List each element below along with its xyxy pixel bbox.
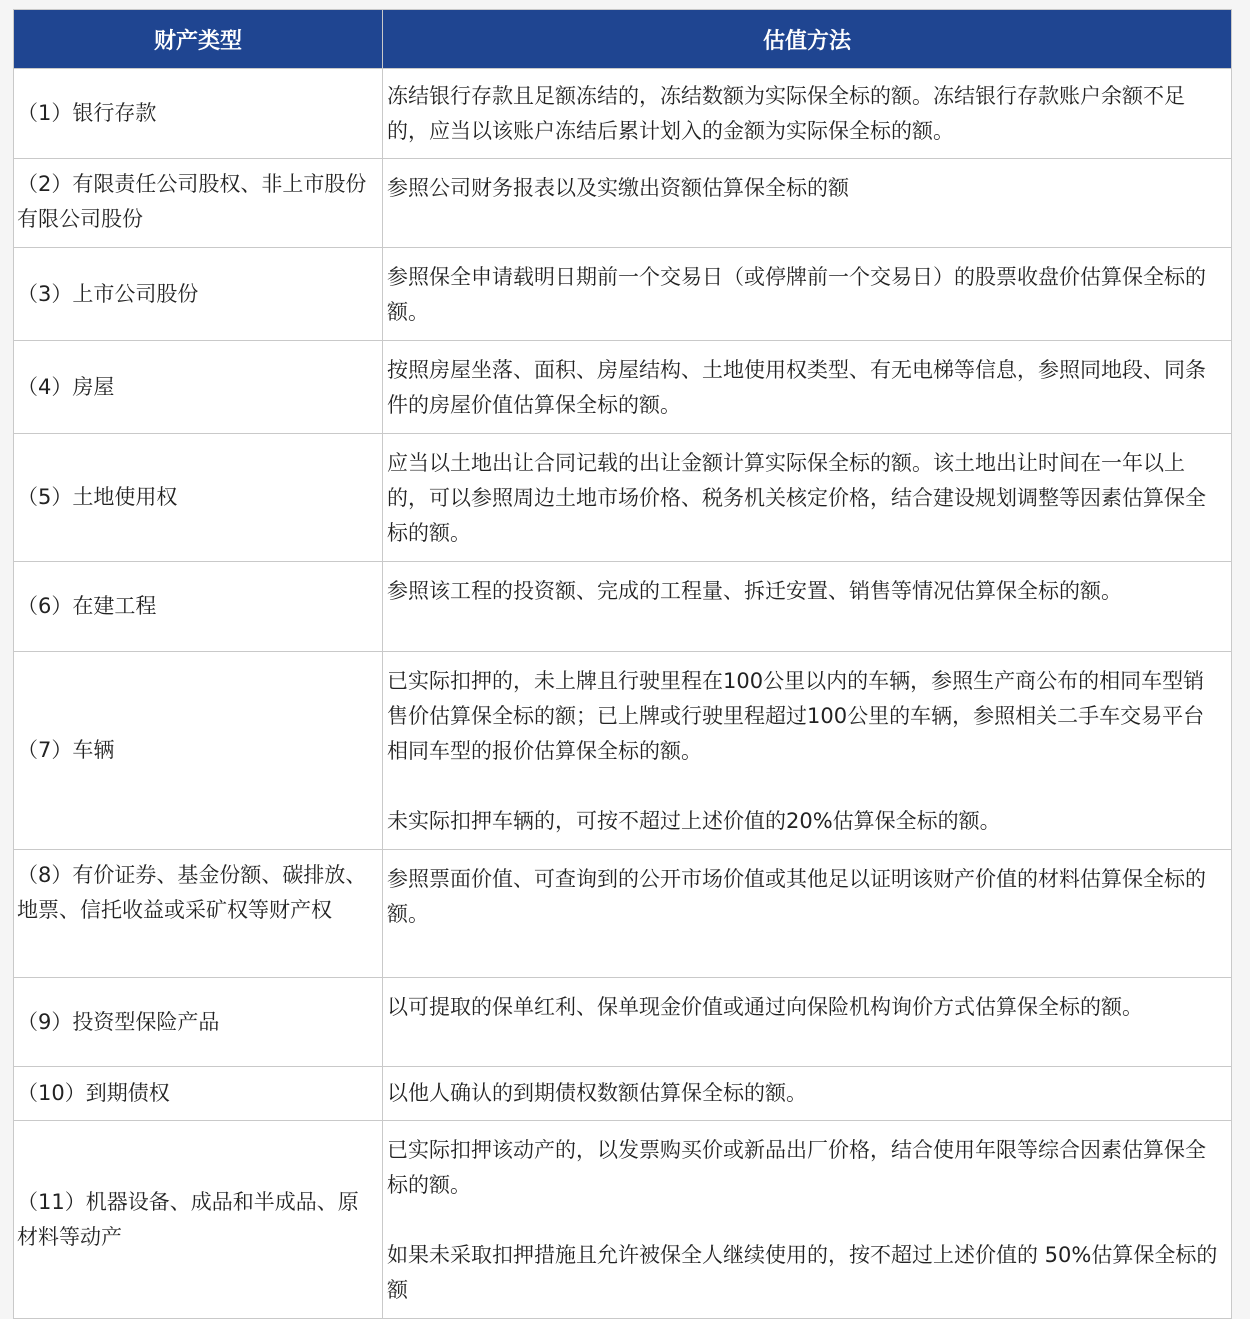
valuation-table-container	[13, 9, 1231, 1319]
property-type-cell: （2）有限责任公司股权、非上市股份有限公司股份	[14, 159, 383, 248]
property-type-cell: （4）房屋	[14, 341, 383, 434]
table-row	[14, 69, 1232, 159]
property-type-cell: （5）土地使用权	[14, 434, 383, 562]
table-row	[14, 1067, 1232, 1121]
method-paragraph: 参照保全申请载明日期前一个交易日（或停牌前一个交易日）的股票收盘价估算保全标的额。	[387, 265, 1206, 324]
property-type-cell: （7）车辆	[14, 652, 383, 850]
table-row	[14, 978, 1232, 1067]
method-paragraph: 参照该工程的投资额、完成的工程量、拆迁安置、销售等情况估算保全标的额。	[387, 579, 1122, 603]
table-row	[14, 562, 1232, 652]
valuation-method-cell	[383, 69, 1232, 159]
valuation-method-cell	[383, 341, 1232, 434]
valuation-method-cell	[383, 652, 1232, 850]
property-type-cell: （3）上市公司股份	[14, 248, 383, 341]
property-type-cell: （10）到期债权	[14, 1067, 383, 1121]
table-header-row	[14, 10, 1232, 69]
table-row	[14, 1121, 1232, 1319]
column-header-valuation-method: 估值方法	[383, 10, 1232, 69]
valuation-method-cell	[383, 159, 1232, 248]
valuation-method-cell	[383, 1121, 1232, 1319]
valuation-method-cell	[383, 248, 1232, 341]
valuation-method-cell	[383, 850, 1232, 978]
column-header-property-type: 财产类型	[14, 10, 383, 69]
table-row	[14, 434, 1232, 562]
valuation-table	[13, 9, 1232, 1319]
property-type-cell: （9）投资型保险产品	[14, 978, 383, 1067]
method-paragraph: 如果未采取扣押措施且允许被保全人继续使用的，按不超过上述价值的 50%估算保全标的额	[387, 1243, 1218, 1302]
method-paragraph: 以可提取的保单红利、保单现金价值或通过向保险机构询价方式估算保全标的额。	[387, 995, 1143, 1019]
method-paragraph: 应当以土地出让合同记载的出让金额计算实际保全标的额。该土地出让时间在一年以上的，可以参照周边土地市场价格、税务机关核定价格，结合建设规划调整等因素估算保全标的额。	[387, 451, 1206, 545]
method-paragraph: 未实际扣押车辆的，可按不超过上述价值的20%估算保全标的额。	[387, 809, 1001, 833]
method-paragraph: 参照公司财务报表以及实缴出资额估算保全标的额	[387, 176, 849, 200]
property-type-cell: （11）机器设备、成品和半成品、原材料等动产	[14, 1121, 383, 1319]
valuation-method-cell	[383, 978, 1232, 1067]
method-paragraph: 已实际扣押的，未上牌且行驶里程在100公里以内的车辆，参照生产商公布的相同车型销售价估算保全标的额；已上牌或行驶里程超过100公里的车辆，参照相关二手车交易平台相同车型的报价估算保全标的额。	[387, 669, 1205, 763]
method-paragraph: 参照票面价值、可查询到的公开市场价值或其他足以证明该财产价值的材料估算保全标的额。	[387, 867, 1206, 926]
table-row	[14, 341, 1232, 434]
property-type-cell: （8）有价证券、基金份额、碳排放、地票、信托收益或采矿权等财产权	[14, 850, 383, 978]
method-paragraph: 冻结银行存款且足额冻结的，冻结数额为实际保全标的额。冻结银行存款账户余额不足的，应当以该账户冻结后累计划入的金额为实际保全标的额。	[387, 83, 1185, 143]
valuation-method-cell	[383, 434, 1232, 562]
table-row	[14, 248, 1232, 341]
method-paragraph: 以他人确认的到期债权数额估算保全标的额。	[387, 1081, 807, 1105]
table-row	[14, 159, 1232, 248]
property-type-cell: （1）银行存款	[14, 69, 383, 159]
property-type-cell: （6）在建工程	[14, 562, 383, 652]
method-paragraph: 已实际扣押该动产的，以发票购买价或新品出厂价格，结合使用年限等综合因素估算保全标的额。	[387, 1138, 1206, 1197]
table-row	[14, 850, 1232, 978]
valuation-method-cell	[383, 562, 1232, 652]
valuation-method-cell	[383, 1067, 1232, 1121]
table-row	[14, 652, 1232, 850]
method-paragraph: 按照房屋坐落、面积、房屋结构、土地使用权类型、有无电梯等信息，参照同地段、同条件的房屋价值估算保全标的额。	[387, 358, 1206, 417]
